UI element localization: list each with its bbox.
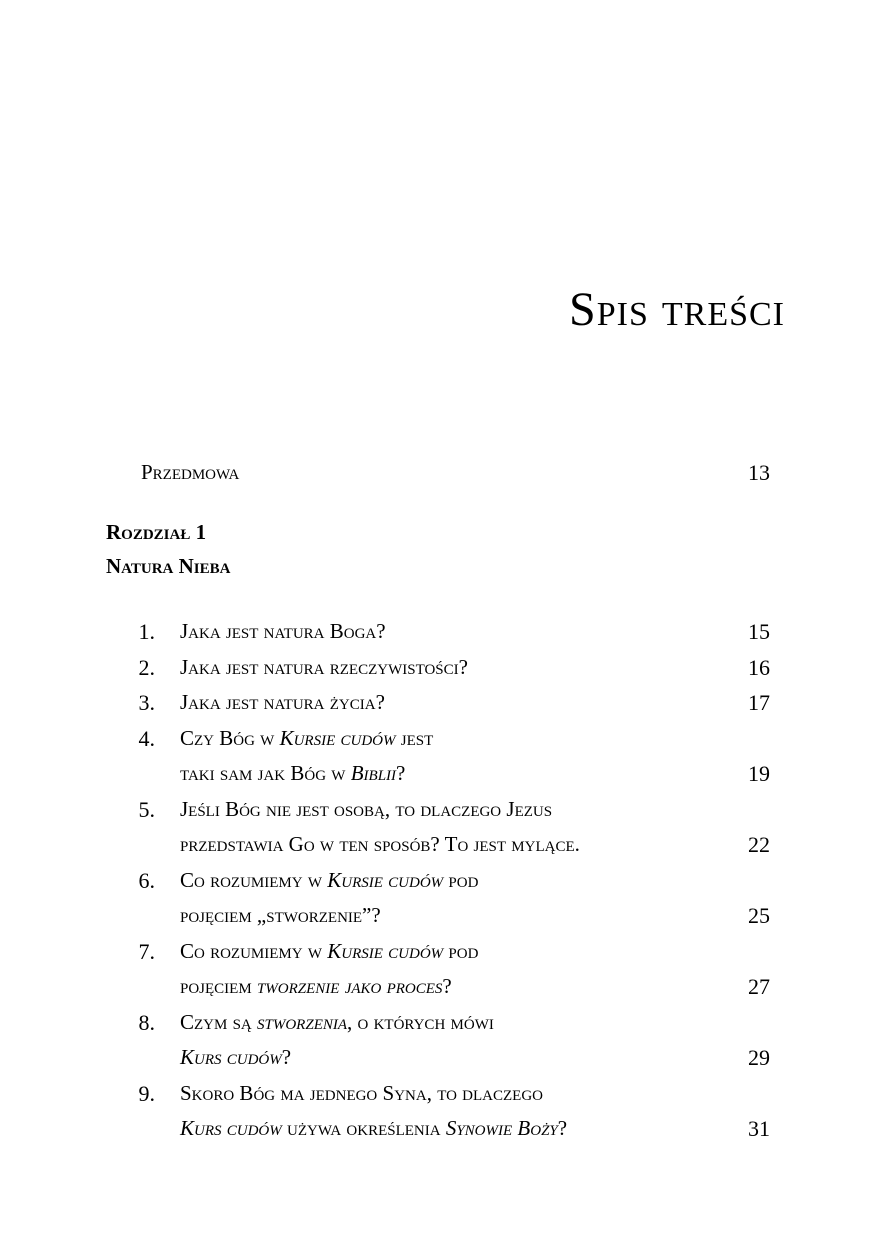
toc-entry-number: 3. [138,690,155,715]
toc-entry-title-segment: , o których mówi [347,1010,494,1034]
toc-entry-page-number: 25 [748,903,770,928]
toc-entry-title-segment: taki sam jak Bóg w [180,761,351,785]
toc-entry-title [180,903,381,928]
toc-entry-page-number: 19 [748,761,770,786]
toc-entry-title-italic: Kursie cudów [327,939,444,963]
toc-entry-title-segment: pod [443,939,479,963]
toc-entry-title-segment: używa określenia [281,1116,446,1140]
toc-entry-title-segment: Jaka jest natura Boga? [180,619,386,643]
toc-entry-title-italic: stworzenia [257,1010,348,1034]
toc-entry-page-number: 31 [748,1116,770,1141]
toc-entry-number: 7. [138,939,155,964]
toc-entry-title-segment: Jaka jest natura rzeczywistości? [180,655,468,679]
toc-entry-title-segment: Czy Bóg w [180,726,280,750]
toc-entry-line [0,690,875,722]
toc-entry-line [0,1116,875,1148]
toc-entry-number: 2. [138,655,155,680]
toc-entry-line [0,761,875,793]
toc-entry-number: 6. [138,868,155,893]
toc-entry-title [180,726,433,751]
toc-entry-title [180,939,478,964]
toc-entry-title-segment: Czym są [180,1010,258,1034]
toc-entry-title [180,832,580,857]
toc-entry-title-segment: Co rozumiemy w [180,939,328,963]
toc-entry-title-italic: Kursie cudów [279,726,396,750]
toc-entry-title [180,690,385,715]
toc-entry-title [180,655,468,680]
toc-entry-line [0,903,875,935]
toc-entry-title [180,797,552,822]
toc-entry-line [0,1045,875,1077]
toc-entry-number: 4. [138,726,155,751]
toc-entry-title [180,974,452,999]
toc-entry-page-number: 22 [748,832,770,857]
toc-entry-line [0,619,875,651]
toc-entry-page-number: 15 [748,619,770,644]
page-title: Spis treści [569,283,785,336]
toc-entry-title-italic: Kursie cudów [327,868,444,892]
toc-entry-title-segment: pojęciem [180,974,257,998]
toc-entry-title [180,619,386,644]
toc-entry-line [0,1010,875,1042]
preface-page-number: 13 [748,460,770,485]
toc-entry-line [0,655,875,687]
chapter-title: Natura Nieba [106,554,231,578]
toc-entry-line [0,1081,875,1113]
toc-entry-title-segment: Skoro Bóg ma jednego Syna, to dlaczego [180,1081,543,1105]
toc-entry-title-segment: ? [442,974,452,998]
toc-entry-title [180,761,405,786]
toc-entry-line [0,974,875,1006]
toc-entry-line [0,868,875,900]
toc-entry-title-segment: pojęciem „stworzenie”? [180,903,381,927]
toc-entry-title [180,1010,494,1035]
toc-entry-title-segment: Co rozumiemy w [180,868,328,892]
toc-entry-line [0,726,875,758]
toc-entry-title-italic: tworzenie jako proces [256,974,443,998]
toc-entry-title-segment: ? [396,761,406,785]
toc-entry-line [0,797,875,829]
toc-entry-title-italic: Biblii [350,761,397,785]
preface-label: Przedmowa [141,460,240,484]
toc-entry-title-segment: Jeśli Bóg nie jest osobą, to dlaczego Jezus [180,797,553,821]
toc-entry-title-italic: Kurs cudów [180,1116,282,1140]
toc-entry-line [0,939,875,971]
toc-entry-title-italic: Synowie Boży [445,1116,558,1140]
toc-entry-page-number: 27 [748,974,770,999]
toc-entry-title [180,1045,291,1070]
toc-entry-title [180,1081,543,1106]
toc-entry-number: 9. [138,1081,155,1106]
toc-entry-page-number: 29 [748,1045,770,1070]
toc-entry-number: 8. [138,1010,155,1035]
toc-entry-page-number: 16 [748,655,770,680]
toc-entry-line [0,832,875,864]
toc-entry-title-segment: jest [395,726,434,750]
toc-entry-number: 5. [138,797,155,822]
toc-entry-title-segment: ? [281,1045,292,1069]
chapter-label: Rozdział 1 [106,520,207,544]
toc-entry-title-segment: pod [443,868,479,892]
toc-entry-title-italic: Kurs cudów [180,1045,282,1069]
toc-entry-title [180,868,478,893]
toc-entry-number: 1. [138,619,155,644]
toc-entry-title-segment: Jaka jest natura życia? [180,690,385,714]
toc-entry-page-number: 17 [748,690,770,715]
toc-entry-title-segment: przedstawia Go w ten sposób? To jest mylące. [180,832,580,856]
toc-entry-title-segment: ? [557,1116,568,1140]
toc-entry-title [180,1116,567,1141]
